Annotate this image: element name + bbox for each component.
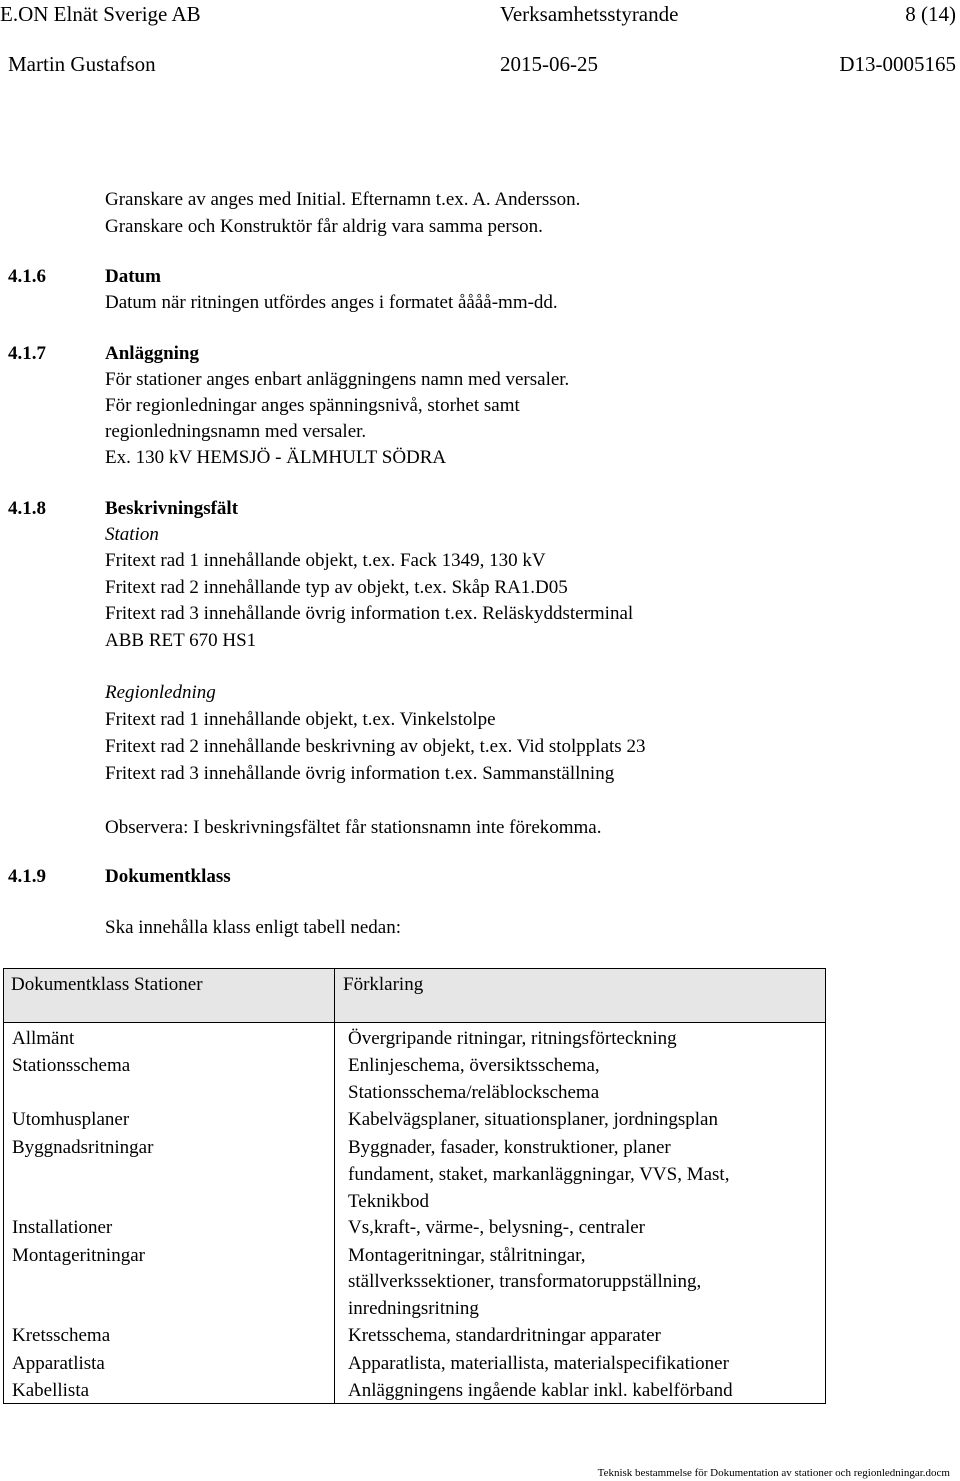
table-row-name: Montageritningar <box>12 1245 145 1266</box>
table-row-name: Kretsschema <box>12 1325 111 1346</box>
table-row-desc: Enlinjeschema, översiktsschema, <box>348 1055 600 1076</box>
table-header-class: Dokumentklass Stationer <box>11 974 203 995</box>
table-row-desc: Stationsschema/reläblockschema <box>348 1082 600 1103</box>
section-title-417: Anläggning <box>105 343 199 364</box>
table-row-name: Byggnadsritningar <box>12 1137 154 1158</box>
table-row-desc: Montageritningar, stålritningar, <box>348 1245 586 1266</box>
header-page-number: 8 (14) <box>905 2 956 26</box>
header-company: E.ON Elnät Sverige AB <box>0 2 201 26</box>
table-row-name: Apparatlista <box>12 1353 105 1374</box>
section-title-418: Beskrivningsfält <box>105 498 239 519</box>
footer-filename: Teknisk bestammelse för Dokumentation av stationer och regionledningar.docm <box>597 1467 950 1479</box>
table-row-desc: fundament, staket, markanläggningar, VVS, Mast, <box>348 1164 730 1185</box>
table-row-desc: Vs,kraft-, värme-, belysning-, centraler <box>348 1217 646 1238</box>
table-row-desc: Anläggningens ingående kablar inkl. kabelförband <box>348 1380 733 1401</box>
station-line-3: Fritext rad 3 innehållande övrig information t.ex. Reläskyddsterminal <box>105 603 634 624</box>
section-title-419: Dokumentklass <box>105 866 231 887</box>
header-doc-id: D13-0005165 <box>839 52 956 76</box>
section-number-417: 4.1.7 <box>8 343 46 364</box>
section-note-418: Observera: I beskrivningsfältet får stationsnamn inte förekomma. <box>105 817 602 838</box>
header-date: 2015-06-25 <box>500 52 598 76</box>
table-row-desc: Kabelvägsplaner, situationsplaner, jordningsplan <box>348 1109 718 1130</box>
table-row-name: Utomhusplaner <box>12 1109 130 1130</box>
table-header-explanation: Förklaring <box>343 974 424 995</box>
header-department: Verksamhetsstyrande <box>500 2 679 26</box>
table-row-desc: Byggnader, fasader, konstruktioner, planer <box>348 1137 671 1158</box>
station-line-4: ABB RET 670 HS1 <box>105 630 257 651</box>
station-label: Station <box>105 524 159 545</box>
table-row-desc: Övergripande ritningar, ritningsförteckning <box>348 1028 677 1049</box>
section-body-417-line-4: Ex. 130 kV HEMSJÖ - ÄLMHULT SÖDRA <box>105 447 447 468</box>
document-class-table <box>3 968 826 1404</box>
table-row-desc: Kretsschema, standardritningar apparater <box>348 1325 661 1346</box>
section-body-417-line-2: För regionledningar anges spänningsnivå, storhet samt <box>105 395 520 416</box>
region-line-2: Fritext rad 2 innehållande beskrivning av objekt, t.ex. Vid stolpplats 23 <box>105 736 646 757</box>
table-row-name: Stationsschema <box>12 1055 131 1076</box>
section-intro-419: Ska innehålla klass enligt tabell nedan: <box>105 917 402 938</box>
intro-line-1: Granskare av anges med Initial. Efternamn t.ex. A. Andersson. <box>105 189 581 210</box>
table-row-name: Kabellista <box>12 1380 90 1401</box>
section-title-416: Datum <box>105 266 161 287</box>
section-number-419: 4.1.9 <box>8 866 46 887</box>
region-label: Regionledning <box>105 682 216 703</box>
section-number-416: 4.1.6 <box>8 266 46 287</box>
section-number-418: 4.1.8 <box>8 498 46 519</box>
table-column-divider <box>334 969 335 1403</box>
header-author: Martin Gustafson <box>8 52 156 76</box>
table-row-desc: Teknikbod <box>348 1191 429 1212</box>
station-line-1: Fritext rad 1 innehållande objekt, t.ex. Fack 1349, 130 kV <box>105 550 546 571</box>
table-row-name: Installationer <box>12 1217 113 1238</box>
table-row-name: Allmänt <box>12 1028 75 1049</box>
table-row-desc: inredningsritning <box>348 1298 479 1319</box>
station-line-2: Fritext rad 2 innehållande typ av objekt, t.ex. Skåp RA1.D05 <box>105 577 568 598</box>
intro-line-2: Granskare och Konstruktör får aldrig vara samma person. <box>105 216 543 237</box>
section-body-417-line-3: regionledningsnamn med versaler. <box>105 421 367 442</box>
section-body-417-line-1: För stationer anges enbart anläggningens namn med versaler. <box>105 369 570 390</box>
region-line-3: Fritext rad 3 innehållande övrig information t.ex. Sammanställning <box>105 763 615 784</box>
table-row-desc: Apparatlista, materiallista, materialspecifikationer <box>348 1353 729 1374</box>
section-body-416: Datum när ritningen utfördes anges i formatet åååå-mm-dd. <box>105 292 558 313</box>
table-row-desc: ställverkssektioner, transformatoruppställning, <box>348 1271 702 1292</box>
region-line-1: Fritext rad 1 innehållande objekt, t.ex. Vinkelstolpe <box>105 709 496 730</box>
